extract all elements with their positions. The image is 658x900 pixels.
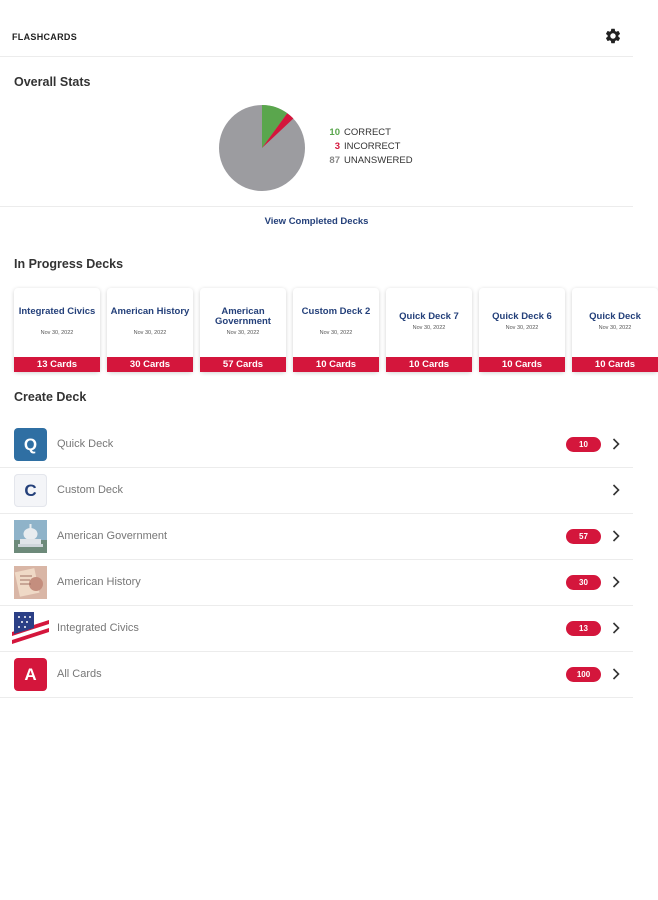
- row-label: Quick Deck: [57, 438, 114, 450]
- create-deck-title: Create Deck: [14, 390, 87, 404]
- deck-card-quick-deck-7[interactable]: [386, 288, 472, 372]
- count-badge: 10: [566, 437, 601, 452]
- chevron-right-icon: [610, 528, 622, 544]
- create-deck-list: [0, 422, 633, 698]
- deck-date: Nov 30, 2022: [505, 325, 539, 331]
- unanswered-count: 87: [329, 155, 340, 166]
- deck-card-count: 10 Cards: [479, 357, 565, 372]
- correct-label: CORRECT: [344, 127, 391, 138]
- deck-card-quick-deck[interactable]: [572, 288, 658, 372]
- incorrect-count: 3: [334, 141, 340, 152]
- deck-date: Nov 30, 2022: [598, 325, 632, 331]
- deck-date: Nov 30, 2022: [40, 330, 74, 336]
- deck-card-quick-deck-6[interactable]: [479, 288, 565, 372]
- create-row-quick-deck[interactable]: [0, 422, 633, 468]
- row-label: American Government: [57, 530, 168, 542]
- deck-card-count: 30 Cards: [107, 357, 193, 372]
- historic-document-icon: [14, 566, 47, 599]
- legend-incorrect: [326, 140, 413, 154]
- legend-correct: [326, 126, 413, 140]
- deck-name: Quick Deck 7: [399, 311, 459, 322]
- deck-date: Nov 30, 2022: [226, 330, 260, 336]
- row-label: Custom Deck: [57, 484, 124, 496]
- count-badge: 13: [566, 621, 601, 636]
- legend-unanswered: [326, 154, 413, 168]
- view-completed-decks-link[interactable]: View Completed Decks: [264, 216, 369, 227]
- chevron-right-icon: [610, 436, 622, 452]
- create-row-integrated-civics[interactable]: [0, 606, 633, 652]
- deck-card-american-history[interactable]: [107, 288, 193, 372]
- correct-count: 10: [329, 127, 340, 138]
- deck-card-count: 13 Cards: [14, 357, 100, 372]
- deck-card-count: 10 Cards: [386, 357, 472, 372]
- app-title: FLASHCARDS: [12, 32, 77, 42]
- in-progress-title: In Progress Decks: [14, 257, 124, 271]
- deck-name: American Government: [215, 306, 271, 327]
- deck-card-count: 10 Cards: [293, 357, 379, 372]
- create-row-all-cards[interactable]: [0, 652, 633, 698]
- overall-stats-panel: [0, 98, 633, 207]
- deck-card-american-government[interactable]: [200, 288, 286, 372]
- create-row-american-history[interactable]: [0, 560, 633, 606]
- in-progress-decks-carousel[interactable]: [14, 288, 641, 374]
- app-header: [0, 0, 633, 57]
- deck-name: Quick Deck: [589, 311, 641, 322]
- row-label: Integrated Civics: [57, 622, 139, 634]
- deck-card-count: 57 Cards: [200, 357, 286, 372]
- deck-card-count: 10 Cards: [572, 357, 658, 372]
- q-letter-icon: Q: [14, 428, 47, 461]
- deck-date: Nov 30, 2022: [319, 330, 353, 336]
- count-badge: 100: [566, 667, 601, 682]
- chevron-right-icon: [610, 620, 622, 636]
- deck-date: Nov 30, 2022: [412, 325, 446, 331]
- count-badge: 57: [566, 529, 601, 544]
- create-row-american-government[interactable]: [0, 514, 633, 560]
- deck-name: Custom Deck 2: [301, 306, 371, 317]
- deck-card-integrated-civics[interactable]: [14, 288, 100, 372]
- deck-card-custom-deck-2[interactable]: [293, 288, 379, 372]
- chevron-right-icon: [610, 574, 622, 590]
- stats-legend: [326, 126, 413, 168]
- flag-icon: [14, 612, 47, 645]
- create-row-custom-deck[interactable]: [0, 468, 633, 514]
- capitol-building-icon: [14, 520, 47, 553]
- c-letter-icon: C: [14, 474, 47, 507]
- deck-name: American History: [110, 306, 190, 317]
- chevron-right-icon: [610, 482, 622, 498]
- a-letter-icon: A: [14, 658, 47, 691]
- stats-pie-chart: [219, 105, 305, 191]
- row-label: American History: [57, 576, 141, 588]
- unanswered-label: UNANSWERED: [344, 155, 413, 166]
- count-badge: 30: [566, 575, 601, 590]
- deck-name: Integrated Civics: [18, 306, 96, 317]
- deck-name: Quick Deck 6: [492, 311, 552, 322]
- chevron-right-icon: [610, 666, 622, 682]
- incorrect-label: INCORRECT: [344, 141, 401, 152]
- overall-stats-title: Overall Stats: [14, 75, 91, 89]
- row-label: All Cards: [57, 668, 102, 680]
- deck-date: Nov 30, 2022: [133, 330, 167, 336]
- gear-icon[interactable]: [604, 27, 622, 45]
